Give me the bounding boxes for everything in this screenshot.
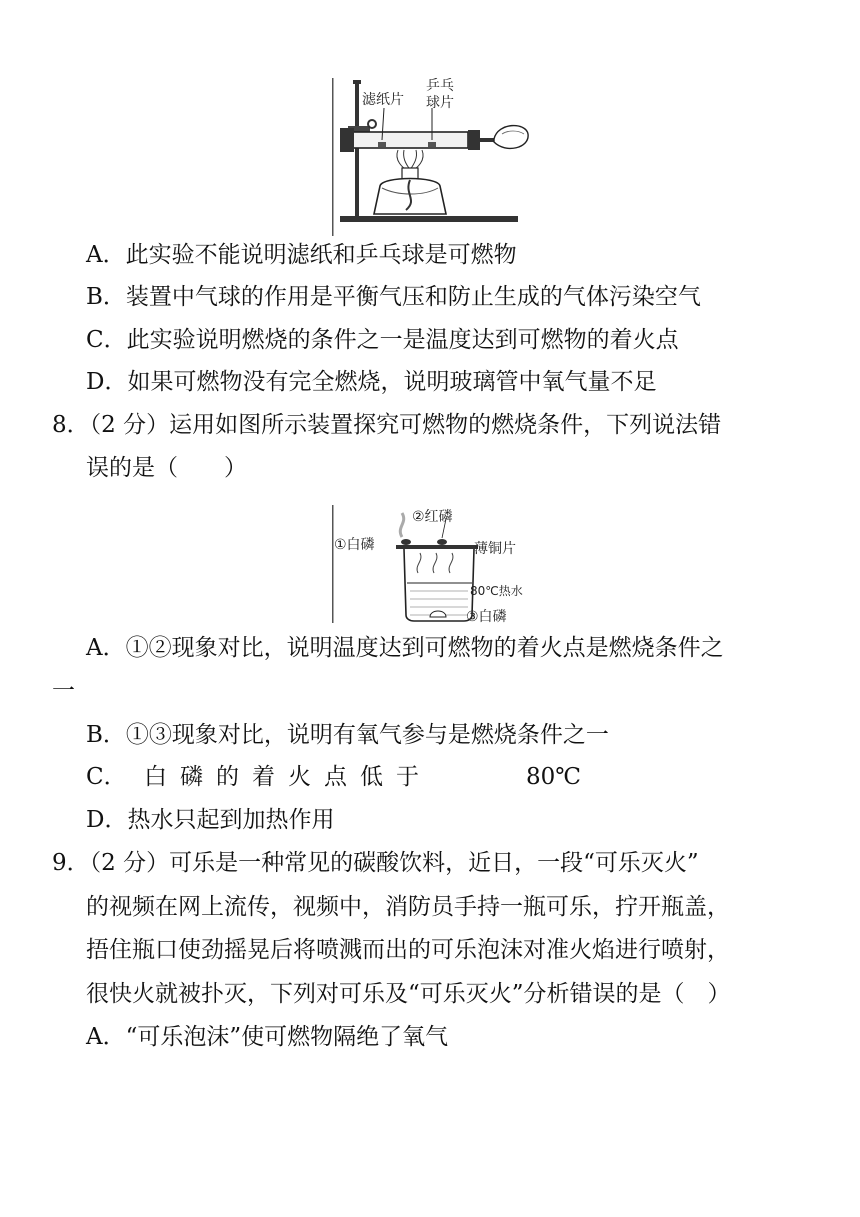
label-pingpong-line2: 球片 (426, 95, 454, 111)
label-red-phosphorus: ②红磷 (412, 509, 453, 525)
q8-option-c-prefix: C． (86, 764, 127, 790)
q8-option-d: D．热水只起到加热作用 (86, 807, 335, 833)
q8-option-a-line1: A．①②现象对比，说明温度达到可燃物的着火点是燃烧条件之 (86, 635, 724, 661)
q8-option-c-char: 点 (324, 764, 347, 790)
q9-stem-line2: 的视频在网上流传，视频中，消防员手持一瓶可乐，拧开瓶盖， (86, 894, 730, 920)
q8-option-c-char: 着 (252, 764, 275, 790)
q8-option-c-char: 低 (360, 764, 383, 790)
q9-stem-line3: 捂住瓶口使劲摇晃后将喷溅而出的可乐泡沫对准火焰进行喷射， (86, 937, 730, 963)
label-hot-water: 80℃热水 (470, 584, 523, 598)
q8-option-c-char: 磷 (180, 764, 203, 790)
q8-option-c-char: 的 (216, 764, 239, 790)
q7-option-c: C．此实验说明燃烧的条件之一是温度达到可燃物的着火点 (86, 327, 679, 353)
q8-stem-line2: 误的是（ ） (86, 455, 247, 481)
q8-option-a-line2: 一 (52, 678, 75, 704)
label-white-phosphorus-3: ③白磷 (466, 609, 507, 625)
q8-option-b: B．①③现象对比，说明有氧气参与是燃烧条件之一 (86, 722, 609, 748)
q9-option-a: A．“可乐泡沫”使可燃物隔绝了氧气 (86, 1024, 449, 1050)
q8-stem-line1: 8．（2 分）运用如图所示装置探究可燃物的燃烧条件，下列说法错 (52, 412, 722, 438)
q9-stem-line4: 很快火就被扑灭，下列对可乐及“可乐灭火”分析错误的是（ ） (86, 981, 731, 1007)
label-filter-paper: 滤纸片 (362, 92, 404, 108)
q9-stem-line1: 9．（2 分）可乐是一种常见的碳酸饮料，近日，一段“可乐灭火” (52, 850, 699, 876)
figure-combustion-tube (328, 76, 534, 238)
label-copper-sheet: 薄铜片 (474, 541, 516, 557)
q7-option-b: B．装置中气球的作用是平衡气压和防止生成的气体污染空气 (86, 284, 701, 310)
q8-option-c-char: 白 (144, 764, 167, 790)
label-white-phosphorus-1: ①白磷 (334, 537, 375, 553)
q7-option-d: D．如果可燃物没有完全燃烧，说明玻璃管中氧气量不足 (86, 369, 657, 395)
q8-option-c (86, 762, 581, 792)
label-pingpong-line1: 乒乓 (426, 78, 454, 94)
q8-option-c-char: 于 (396, 764, 419, 790)
q7-option-a: A．此实验不能说明滤纸和乒乓球是可燃物 (86, 242, 517, 268)
figure-beaker-phosphorus (330, 503, 530, 625)
q8-option-c-char: 火 (288, 764, 311, 790)
q8-option-c-value: 80℃ (526, 764, 581, 790)
